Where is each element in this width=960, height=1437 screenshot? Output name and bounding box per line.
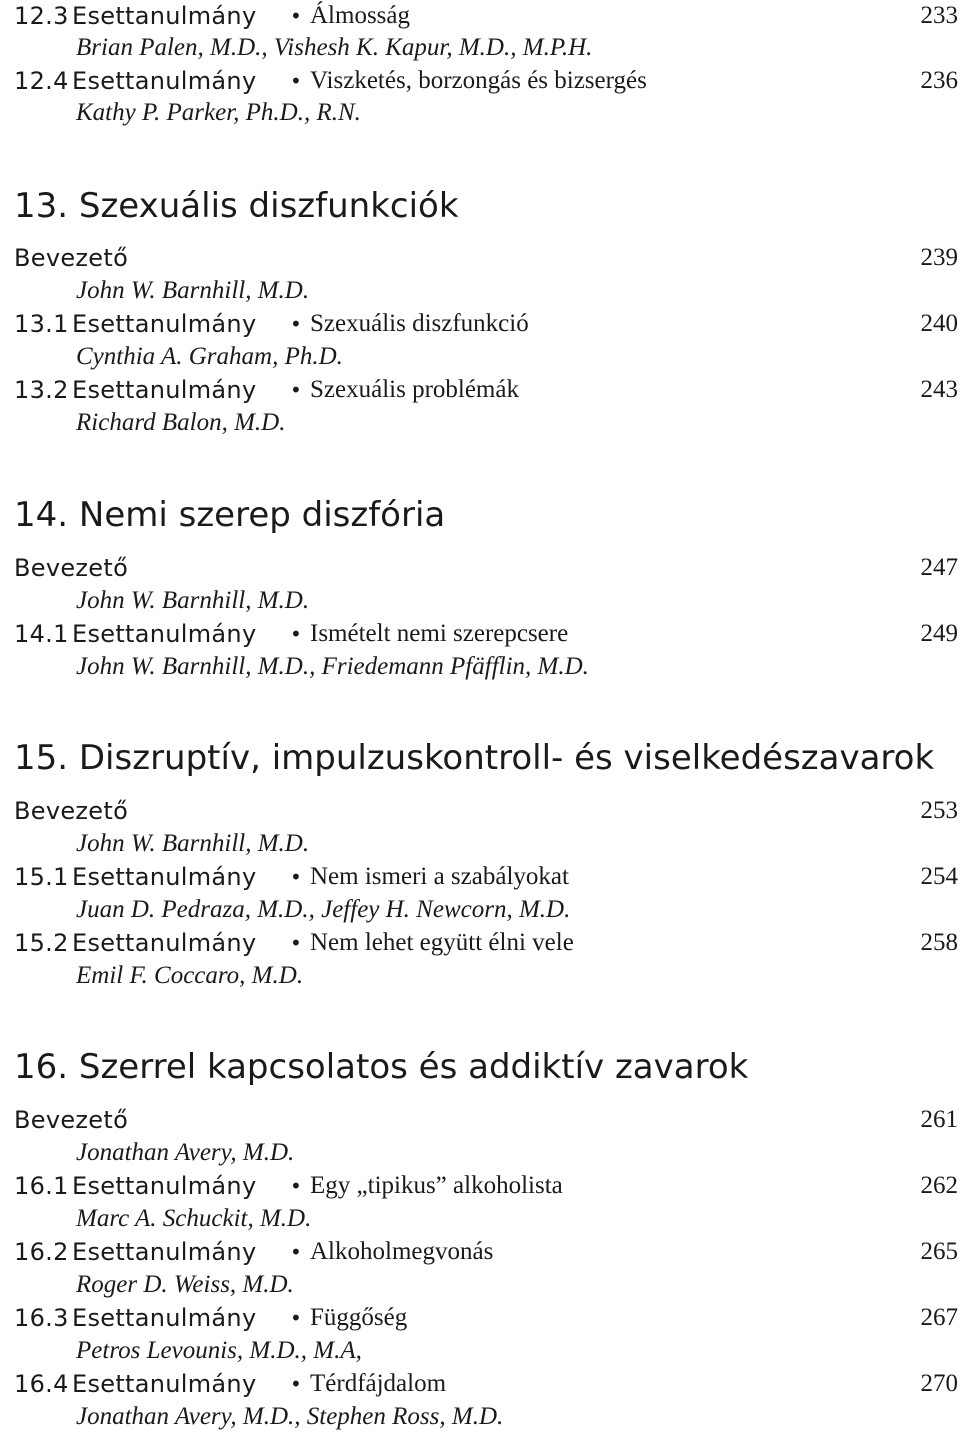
bullet-icon: •: [290, 622, 302, 646]
toc-entry-16-1[interactable]: [14, 1170, 960, 1202]
entry-authors: Emil F. Coccaro, M.D.: [76, 962, 304, 989]
bullet-icon: •: [290, 865, 302, 889]
bullet-icon: •: [290, 1240, 302, 1264]
entry-authors: Roger D. Weiss, M.D.: [76, 1271, 294, 1298]
entry-label: Esettanulmány: [72, 863, 257, 891]
bullet-icon: •: [290, 931, 302, 955]
entry-label: Esettanulmány: [72, 310, 257, 338]
entry-page-number: 267: [920, 1304, 958, 1331]
entry-authors: John W. Barnhill, M.D., Friedemann Pfäfflin, M.D.: [76, 653, 589, 680]
entry-topic: Nem ismeri a szabályokat: [310, 863, 569, 890]
toc-entry-13-1[interactable]: [14, 308, 960, 340]
entry-authors: Juan D. Pedraza, M.D., Jeffey H. Newcorn, M.D.: [76, 896, 571, 923]
toc-entry-13-2[interactable]: [14, 374, 960, 406]
entry-page-number: 270: [920, 1370, 958, 1397]
entry-topic: Nem lehet együtt élni vele: [310, 929, 574, 956]
entry-authors: Brian Palen, M.D., Vishesh K. Kapur, M.D., M.P.H.: [76, 34, 593, 61]
bullet-icon: •: [290, 1174, 302, 1198]
entry-label: Esettanulmány: [72, 620, 257, 648]
entry-page-number: 254: [920, 863, 958, 890]
intro-label: Bevezető: [14, 244, 129, 272]
entry-number: 14.1: [14, 620, 69, 648]
entry-topic: Térdfájdalom: [310, 1370, 447, 1397]
toc-entry-15-2[interactable]: [14, 927, 960, 959]
entry-topic: Szexuális problémák: [310, 376, 519, 403]
entry-label: Esettanulmány: [72, 1238, 257, 1266]
entry-authors: Marc A. Schuckit, M.D.: [76, 1205, 312, 1232]
entry-topic: Ismételt nemi szerepcsere: [310, 620, 569, 647]
entry-authors: Jonathan Avery, M.D., Stephen Ross, M.D.: [76, 1403, 504, 1430]
entry-authors: John W. Barnhill, M.D.: [76, 587, 310, 614]
entry-authors: Petros Levounis, M.D., M.A,: [76, 1337, 362, 1364]
entry-number: 16.3: [14, 1304, 69, 1332]
entry-page-number: 261: [920, 1106, 958, 1133]
entry-page-number: 243: [920, 376, 958, 403]
entry-number: 12.4: [14, 67, 69, 95]
entry-page-number: 233: [920, 2, 958, 29]
chapter-intro[interactable]: [14, 1104, 960, 1136]
bullet-icon: •: [290, 69, 302, 93]
entry-number: 13.1: [14, 310, 69, 338]
entry-authors: Jonathan Avery, M.D.: [76, 1139, 295, 1166]
chapter-title: 15. Diszruptív, impulzuskontroll- és viselkedészavarok: [14, 738, 935, 778]
chapter-intro[interactable]: [14, 242, 960, 274]
entry-label: Esettanulmány: [72, 1370, 257, 1398]
bullet-icon: •: [290, 378, 302, 402]
entry-page-number: 253: [920, 797, 958, 824]
chapter-title: 13. Szexuális diszfunkciók: [14, 186, 459, 226]
bullet-icon: •: [290, 1372, 302, 1396]
chapter-title: 14. Nemi szerep diszfória: [14, 495, 446, 535]
entry-page-number: 258: [920, 929, 958, 956]
entry-page-number: 262: [920, 1172, 958, 1199]
entry-label: Esettanulmány: [72, 1172, 257, 1200]
entry-label: Esettanulmány: [72, 929, 257, 957]
entry-label: Esettanulmány: [72, 376, 257, 404]
chapter-intro[interactable]: [14, 795, 960, 827]
entry-authors: Kathy P. Parker, Ph.D., R.N.: [76, 99, 361, 126]
bullet-icon: •: [290, 1306, 302, 1330]
entry-authors: John W. Barnhill, M.D.: [76, 277, 310, 304]
entry-topic: Egy „tipikus” alkoholista: [310, 1172, 563, 1199]
bullet-icon: •: [290, 312, 302, 336]
entry-label: Esettanulmány: [72, 1304, 257, 1332]
toc-entry-15-1[interactable]: [14, 861, 960, 893]
entry-number: 15.2: [14, 929, 69, 957]
entry-topic: Viszketés, borzongás és bizsergés: [310, 67, 647, 94]
entry-page-number: 239: [920, 244, 958, 271]
toc-entry-16-2[interactable]: [14, 1236, 960, 1268]
entry-authors: Richard Balon, M.D.: [76, 409, 286, 436]
entry-page-number: 249: [920, 620, 958, 647]
toc-entry-16-3[interactable]: [14, 1302, 960, 1334]
intro-label: Bevezető: [14, 797, 129, 825]
entry-page-number: 247: [920, 554, 958, 581]
entry-page-number: 240: [920, 310, 958, 337]
entry-page-number: 265: [920, 1238, 958, 1265]
entry-label: Esettanulmány: [72, 2, 257, 30]
entry-page-number: 236: [920, 67, 958, 94]
entry-number: 13.2: [14, 376, 69, 404]
chapter-title: 16. Szerrel kapcsolatos és addiktív zavarok: [14, 1047, 749, 1087]
entry-authors: John W. Barnhill, M.D.: [76, 830, 310, 857]
toc-entry-14-1[interactable]: [14, 618, 960, 650]
toc-entry-16-4[interactable]: [14, 1368, 960, 1400]
entry-topic: Alkoholmegvonás: [310, 1238, 494, 1265]
intro-label: Bevezető: [14, 554, 129, 582]
entry-number: 15.1: [14, 863, 69, 891]
entry-number: 16.1: [14, 1172, 69, 1200]
entry-topic: Szexuális diszfunkció: [310, 310, 529, 337]
intro-label: Bevezető: [14, 1106, 129, 1134]
entry-number: 16.2: [14, 1238, 69, 1266]
entry-number: 16.4: [14, 1370, 69, 1398]
bullet-icon: •: [290, 4, 302, 28]
entry-topic: Függőség: [310, 1304, 408, 1331]
entry-topic: Álmosság: [310, 2, 410, 29]
entry-authors: Cynthia A. Graham, Ph.D.: [76, 343, 343, 370]
chapter-intro[interactable]: [14, 552, 960, 584]
entry-number: 12.3: [14, 2, 69, 30]
entry-label: Esettanulmány: [72, 67, 257, 95]
